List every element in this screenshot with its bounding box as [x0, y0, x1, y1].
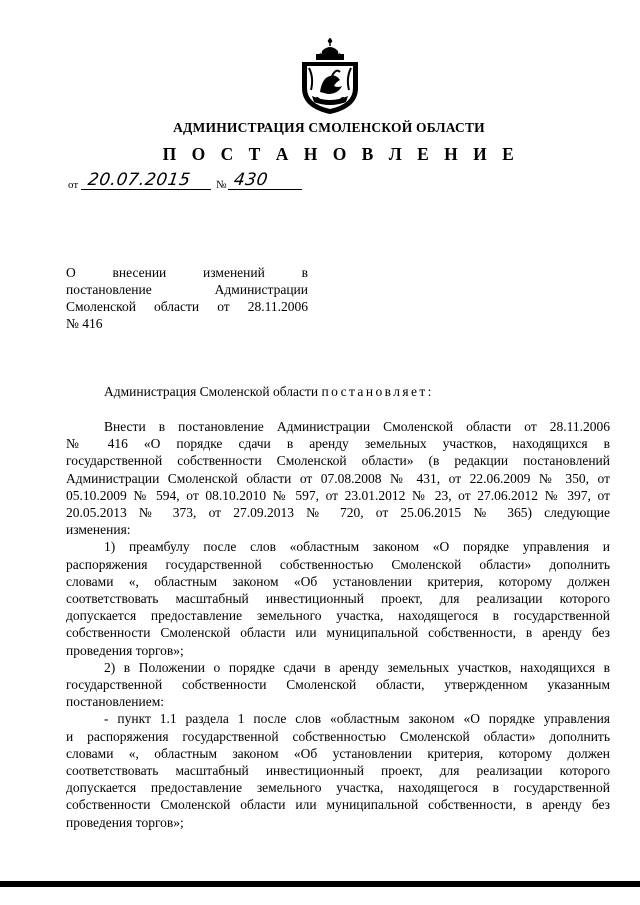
body-line: Администрации Смоленской области от 07.08.2008 № 431, от 22.06.2009 № 350, от	[66, 470, 610, 486]
body-line: 05.10.2009 № 594, от 08.10.2010 № 597, от 23.01.2012 № 23, от 27.06.2012 № 397, от	[66, 487, 610, 503]
body-line: и распоряжения государственной собственностью Смоленской области» дополнить	[66, 728, 610, 744]
subject-line: О внесении изменений в	[66, 265, 308, 280]
date-prefix: от	[68, 179, 79, 191]
body-line: 2) в Положении о порядке сдачи в аренду земельных участков, находящихся в	[104, 659, 610, 675]
body-line: - пункт 1.1 раздела 1 после слов «областным законом «О порядке управления	[104, 711, 610, 727]
body-line: проведения торгов»;	[66, 642, 184, 658]
subject-line: № 416	[66, 316, 103, 331]
body-line: проведения торгов»;	[66, 814, 184, 830]
body-line: 20.05.2013 № 373, от 27.09.2013 № 720, от 25.06.2015 № 365) следующие	[66, 505, 610, 521]
body-line: допускается предоставление земельного участка, находящегося в государственной	[66, 608, 610, 624]
body-line: распоряжения государственной собственностью Смоленской области» дополнить	[66, 556, 610, 572]
document-date: 20.07.2015	[86, 170, 192, 190]
body-line: собственности Смоленской области или муниципальной собственности, в аренду без	[66, 797, 610, 813]
body-line: словами «, областным законом «Об установлении критерия, которому должен	[66, 745, 610, 761]
document-body	[66, 418, 610, 831]
body-line: Внести в постановление Администрации Смоленской области от 28.11.2006	[104, 419, 610, 434]
coat-of-arms-emblem	[292, 38, 368, 116]
body-line: № 416 «О порядке сдачи в аренду земельных участков, находящихся в	[66, 436, 610, 452]
document-subject	[66, 264, 308, 332]
document-number: 430	[232, 170, 270, 190]
number-prefix: №	[216, 179, 227, 191]
body-line: собственности Смоленской области или муниципальной собственности, в аренду без	[66, 625, 610, 641]
body-line: изменения:	[66, 522, 131, 538]
body-line: государственной собственности Смоленской области» (в редакции постановлений	[66, 453, 610, 469]
body-line: словами «, областным законом «Об установлении критерия, которому должен	[66, 573, 610, 589]
scan-bottom-border	[0, 881, 640, 887]
organization-name: АДМИНИСТРАЦИЯ СМОЛЕНСКОЙ ОБЛАСТИ	[173, 120, 485, 135]
body-line: 1) преамбулу после слов «областным законом «О порядке управления и	[104, 539, 610, 555]
body-line: соответствовать масштабный инвестиционный проект, для реализации которого	[66, 591, 610, 607]
subject-line: Смоленской области от 28.11.2006	[66, 299, 308, 314]
preamble-verb: постановляет:	[321, 384, 434, 399]
preamble	[104, 384, 434, 400]
preamble-lead: Администрация Смоленской области	[104, 384, 319, 399]
body-line: постановлением:	[66, 694, 164, 710]
body-line: допускается предоставление земельного участка, находящегося в государственной	[66, 780, 610, 796]
body-line: государственной собственности Смоленской области, утвержденном указанным	[66, 677, 610, 693]
body-line: соответствовать масштабный инвестиционный проект, для реализации которого	[66, 763, 610, 779]
subject-line: постановление Администрации	[66, 282, 308, 297]
document-date-number-line	[68, 170, 328, 192]
document-type-title: П О С Т А Н О В Л Е Н И Е	[162, 144, 520, 164]
